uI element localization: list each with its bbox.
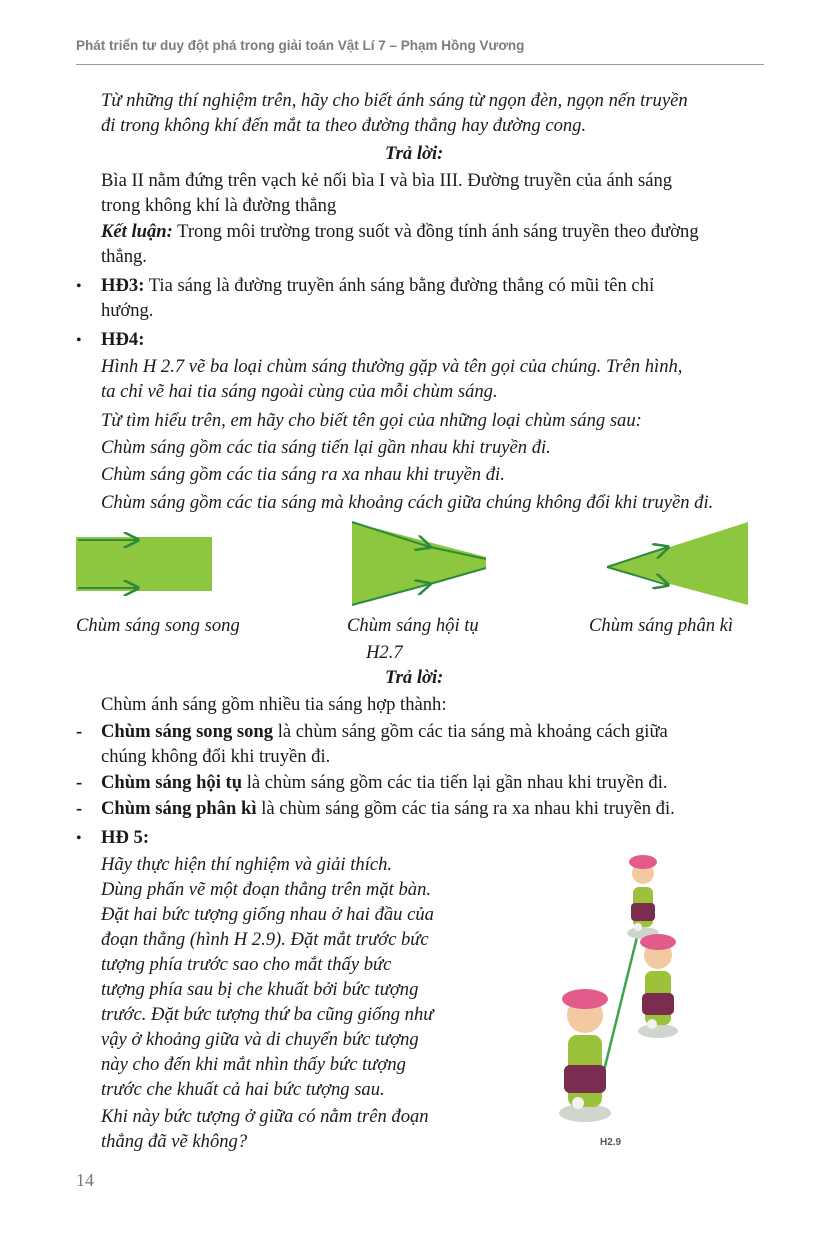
definition-converging: là chùm sáng gồm các tia tiến lại gần nhau khi truyền đi. xyxy=(246,772,668,793)
conclusion-line-2: thẳng. xyxy=(101,246,147,267)
hd5-line-4: đoạn thẳng (hình H 2.9). Đặt mắt trước bức xyxy=(101,929,429,950)
hd4-line-3: Từ tìm hiểu trên, em hãy cho biết tên gọi của những loại chùm sáng sau: xyxy=(101,410,642,431)
q1-line-2: đi trong không khí đến mắt ta theo đường thẳng hay đường cong. xyxy=(101,115,587,136)
conclusion-label: Kết luận: xyxy=(101,221,173,242)
figurine-front xyxy=(559,989,611,1122)
answer-label-1: Trả lời: xyxy=(385,143,444,164)
caption-diverging: Chùm sáng phân kì xyxy=(589,615,734,636)
definition-parallel: là chùm sáng gồm các tia sáng mà khoảng cách giữa xyxy=(277,721,668,742)
converging-beam xyxy=(352,522,486,605)
bullet-hd3: • xyxy=(76,278,82,295)
page-header xyxy=(76,38,764,65)
answer2-item-1 xyxy=(101,719,668,744)
hd5-line-3: Đặt hai bức tượng giống nhau ở hai đầu của xyxy=(101,904,434,925)
hd5-line-7: trước. Đặt bức tượng thứ ba cũng giống như xyxy=(101,1004,434,1025)
answer-label-2: Trả lời: xyxy=(385,667,444,688)
answer-line-1: Bìa II nằm đứng trên vạch kẻ nối bìa I và bìa III. Đường truyền của ánh sáng xyxy=(101,170,673,191)
hd5-line-8: vậy ở khoảng giữa và di chuyển bức tượng xyxy=(101,1029,419,1050)
hd5-line-11: Khi này bức tượng ở giữa có nằm trên đoạn xyxy=(101,1106,429,1127)
hd4-line-5: Chùm sáng gồm các tia sáng ra xa nhau khi truyền đi. xyxy=(101,464,505,485)
definition-diverging: là chùm sáng gồm các tia sáng ra xa nhau khi truyền đi. xyxy=(261,798,675,819)
figurine-back xyxy=(627,855,659,939)
q1-line-1: Từ những thí nghiệm trên, hãy cho biết ánh sáng từ ngọn đèn, ngọn nến truyền xyxy=(101,90,688,111)
hd3-line-2: hướng. xyxy=(101,300,154,321)
header-title: Phát triển tư duy đột phá trong giải toán Vật Lí 7 – Phạm Hồng Vương xyxy=(76,38,525,53)
parallel-beam xyxy=(76,537,212,591)
hd4-line-1: Hình H 2.7 vẽ ba loại chùm sáng thường gặp và tên gọi của chúng. Trên hình, xyxy=(101,356,683,377)
hd5-line-1: Hãy thực hiện thí nghiệm và giải thích. xyxy=(101,854,393,875)
hd5-label: HĐ 5: xyxy=(101,827,150,848)
hd4-line-2: ta chỉ vẽ hai tia sáng ngoài cùng của mỗi chùm sáng. xyxy=(101,381,498,402)
answer-line-2: trong không khí là đường thẳng xyxy=(101,195,337,216)
bullet-hd5: • xyxy=(76,830,82,847)
answer2-intro: Chùm ánh sáng gồm nhiều tia sáng hợp thành: xyxy=(101,694,447,715)
dash-2: - xyxy=(76,772,83,793)
hd5-line-5: tượng phía trước sao cho mắt thấy bức xyxy=(101,954,392,975)
conclusion-text: Trong môi trường trong suốt và đồng tính ánh sáng truyền theo đường xyxy=(177,221,699,242)
dash-3: - xyxy=(76,798,83,819)
hd4-line-4: Chùm sáng gồm các tia sáng tiến lại gần nhau khi truyền đi. xyxy=(101,437,551,458)
term-converging: Chùm sáng hội tụ xyxy=(101,772,243,793)
figure-h29 xyxy=(540,845,700,1135)
conclusion xyxy=(101,219,699,244)
hd3-label: HĐ3: xyxy=(101,275,145,296)
answer2-item-2 xyxy=(101,770,668,795)
figure-h29-label: H2.9 xyxy=(600,1137,622,1148)
hd3 xyxy=(101,273,654,298)
page-number: 14 xyxy=(76,1170,94,1190)
answer2-item-3 xyxy=(101,796,675,821)
figure-h27-label: H2.7 xyxy=(366,642,403,663)
hd5-line-12: thẳng đã vẽ không? xyxy=(101,1131,248,1152)
hd5-line-6: tượng phía sau bị che khuất bởi bức tượng xyxy=(101,979,419,1000)
hd5-line-2: Dùng phấn vẽ một đoạn thẳng trên mặt bàn. xyxy=(101,879,432,900)
hd5-line-9: này cho đến khi mắt nhìn thấy bức tượng xyxy=(101,1054,406,1075)
figurine-middle xyxy=(638,934,678,1038)
term-parallel: Chùm sáng song song xyxy=(101,721,274,742)
term-diverging: Chùm sáng phân kì xyxy=(101,798,257,819)
dash-1: - xyxy=(76,721,83,742)
hd4-line-6: Chùm sáng gồm các tia sáng mà khoảng cách giữa chúng không đổi khi truyền đi. xyxy=(101,492,714,513)
bullet-hd4: • xyxy=(76,332,82,349)
hd4-label: HĐ4: xyxy=(101,329,145,350)
hd3-text: Tia sáng là đường truyền ánh sáng bằng đường thẳng có mũi tên chỉ xyxy=(148,275,655,296)
hd5-line-10: trước che khuất cả hai bức tượng sau. xyxy=(101,1079,385,1100)
caption-converging: Chùm sáng hội tụ xyxy=(347,615,479,636)
caption-parallel: Chùm sáng song song xyxy=(76,615,240,636)
figure-h27 xyxy=(0,517,833,617)
diverging-beam xyxy=(607,522,748,605)
answer2-item-1-cont: chúng không đổi khi truyền đi. xyxy=(101,746,331,767)
